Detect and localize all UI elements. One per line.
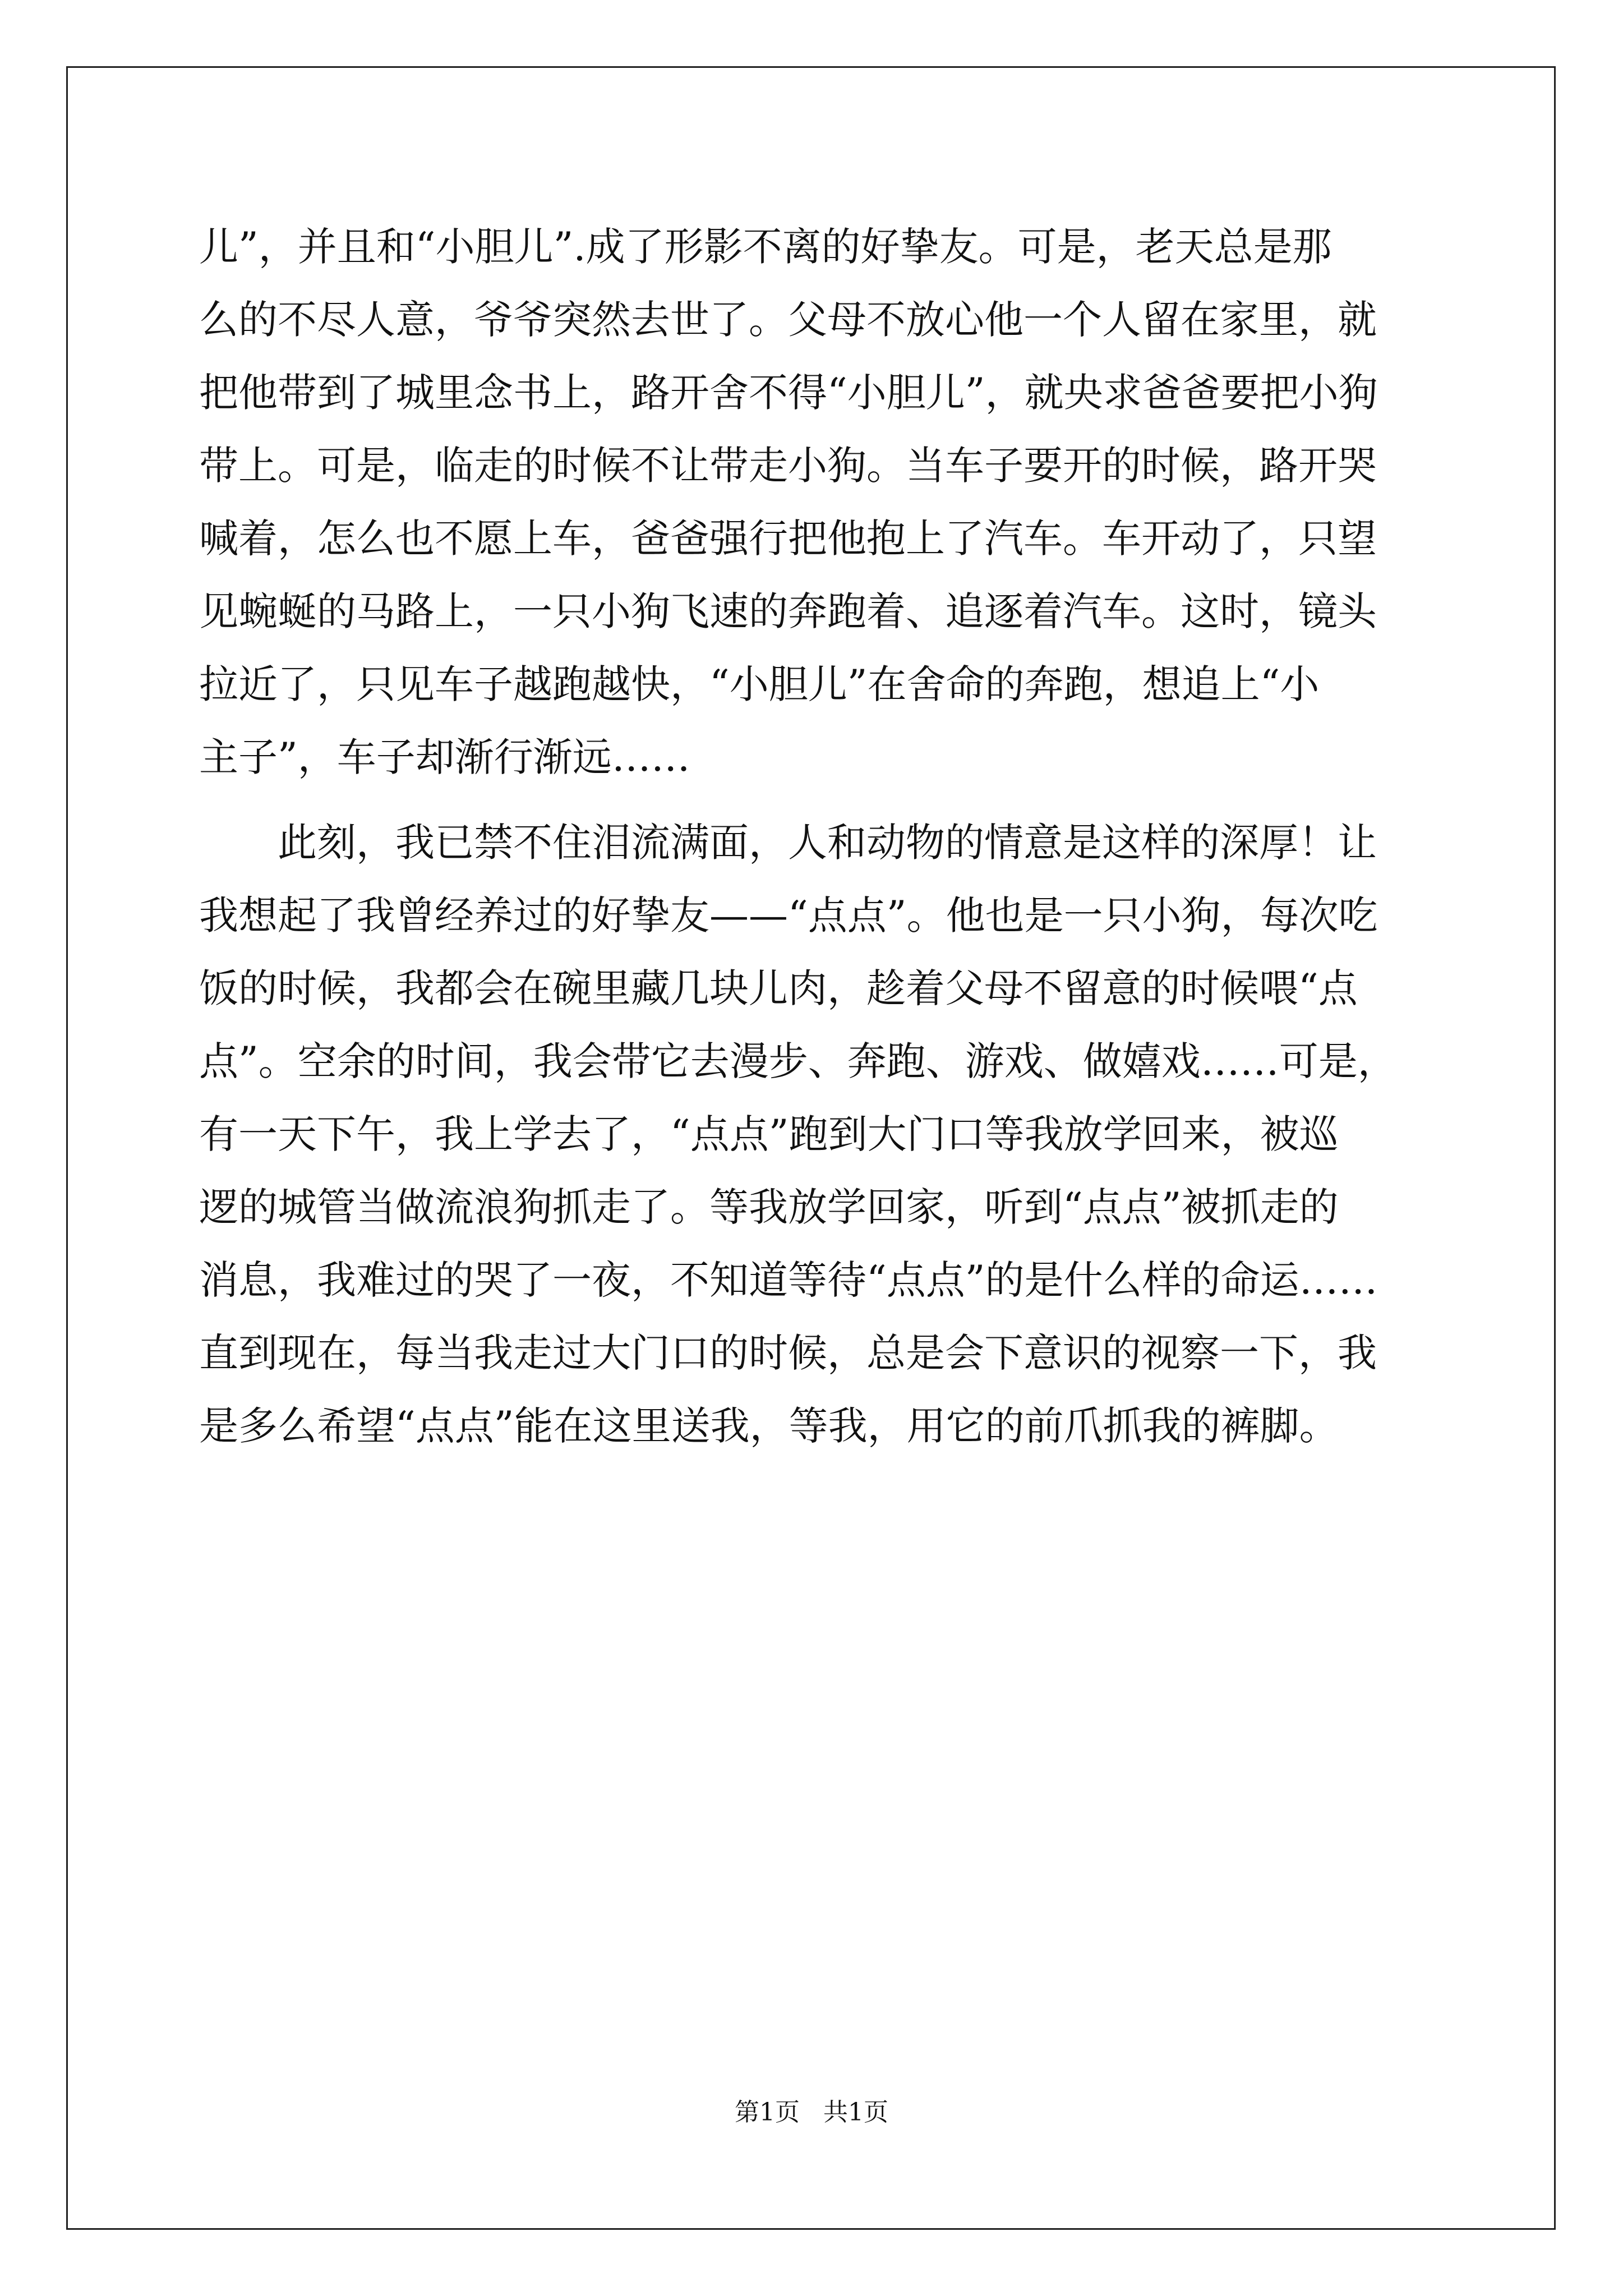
- text-line: 儿”，并且和“小胆儿”.成了形影不离的好挚友。可是，老天总是那: [199, 224, 1332, 270]
- text-line: 把他带到了城里念书上，路开舍不得“小胆儿”，就央求爸爸要把小狗: [199, 370, 1378, 416]
- text-line: 饭的时候，我都会在碗里藏几块儿肉，趁着父母不留意的时候喂“点: [199, 965, 1358, 1011]
- text-line: 有一天下午，我上学去了，“点点”跑到大门口等我放学回来，被巡: [199, 1111, 1339, 1157]
- text-line: 消息，我难过的哭了一夜，不知道等待“点点”的是什么样的命运……: [199, 1257, 1378, 1303]
- text-line: 喊着，怎么也不愿上车，爸爸强行把他抱上了汽车。车开动了，只望: [199, 516, 1377, 562]
- text-line: 逻的城管当做流浪狗抓走了。等我放学回家，听到“点点”被抓走的: [199, 1184, 1339, 1230]
- text-line: 直到现在，每当我走过大门口的时候，总是会下意识的视察一下，我: [199, 1330, 1377, 1376]
- text-line: 么的不尽人意，爷爷突然去世了。父母不放心他一个人留在家里，就: [199, 297, 1377, 343]
- text-line: 点”。空余的时间，我会带它去漫步、奔跑、游戏、做嬉戏……可是，: [199, 1038, 1397, 1084]
- text-line: 此刻，我已禁不住泪流满面，人和动物的情意是这样的深厚！让: [278, 820, 1377, 866]
- text-line: 带上。可是，临走的时候不让带走小狗。当车子要开的时候，路开哭: [199, 443, 1377, 489]
- page-number-footer: 第1页 共1页: [735, 2098, 888, 2127]
- document-body: [199, 210, 1436, 1462]
- text-line: 是多么希望“点点”能在这里送我，等我，用它的前爪抓我的裤脚。: [199, 1403, 1339, 1449]
- paragraph-1: [199, 210, 1436, 794]
- paragraph-2: [199, 806, 1436, 1462]
- text-line: 主子”，车子却渐行渐远……: [199, 734, 690, 780]
- text-line: 我想起了我曾经养过的好挚友——“点点”。他也是一只小狗，每次吃: [199, 892, 1378, 938]
- text-line: 见蜿蜒的马路上，一只小狗飞速的奔跑着、追逐着汽车。这时，镜头: [199, 588, 1377, 634]
- text-line: 拉近了，只见车子越跑越快，“小胆儿”在舍命的奔跑，想追上“小: [199, 661, 1320, 707]
